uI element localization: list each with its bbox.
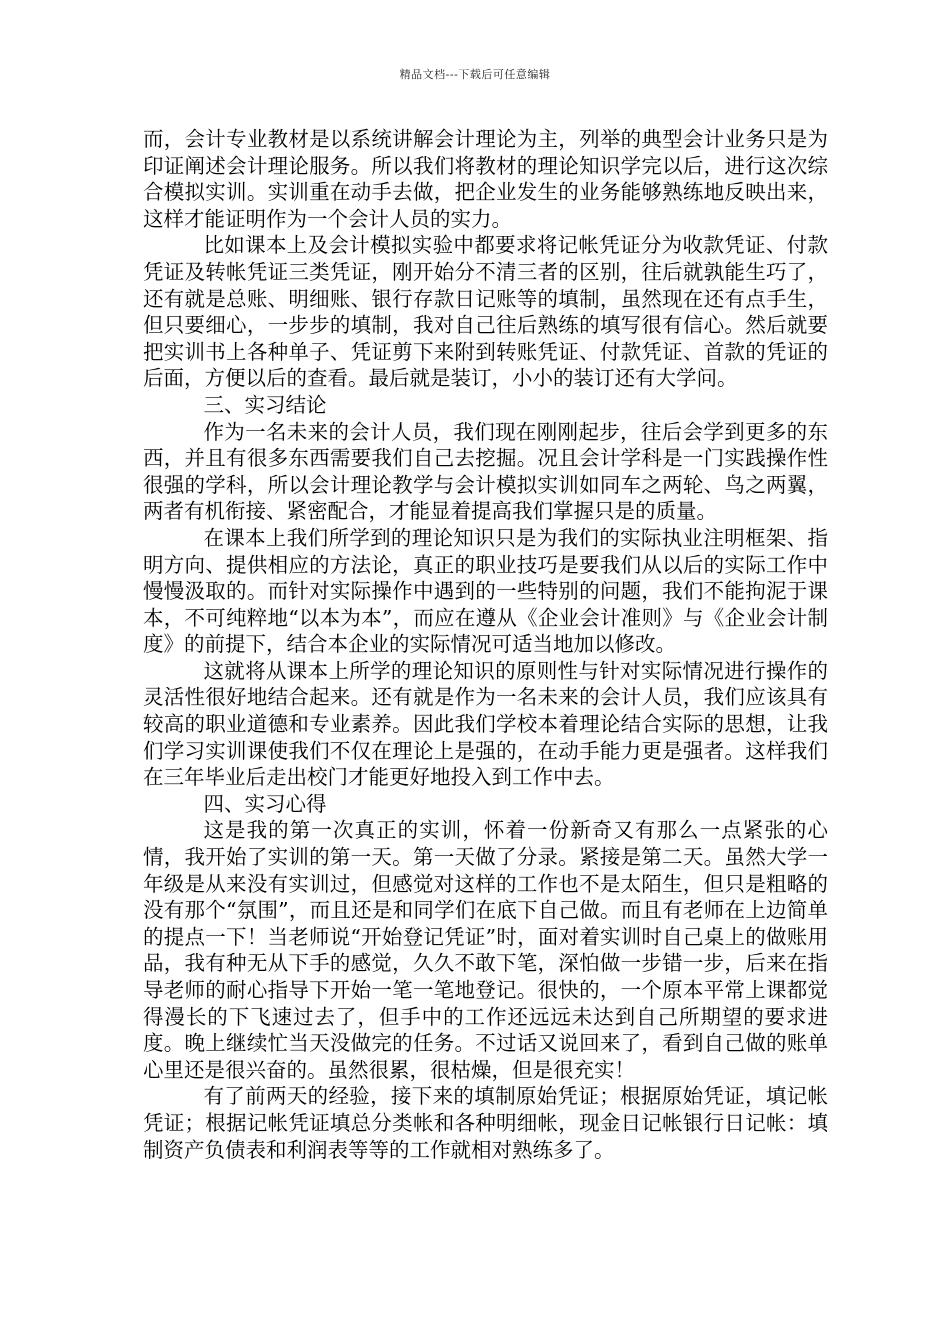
- paragraph: 作为一名未来的会计人员，我们现在刚刚起步，往后会学到更多的东西，并且有很多东西需要我们自己去挖掘。况且会计学科是一门实践操作性很强的学科，所以会计理论教学与会计模拟实训如同车之两轮、鸟之两翼，两者有机衔接、紧密配合，才能显着提高我们掌握只是的质量。: [143, 419, 828, 524]
- paragraph: 而，会计专业教材是以系统讲解会计理论为主，列举的典型会计业务只是为印证阐述会计理论服务。所以我们将教材的理论知识学完以后，进行这次综合模拟实训。实训重在动手去做，把企业发生的业务能够熟练地反映出来，这样才能证明作为一个会计人员的实力。: [143, 127, 828, 231]
- paragraph: 在课本上我们所学到的理论知识只是为我们的实际执业注明框架、指明方向、提供相应的方法论，真正的职业技巧是要我们从以后的实际工作中慢慢汲取的。而针对实际操作中遇到的一些特别的问题，我们不能拘泥于课本，不可纯粹地“以本为本”，而应在遵从《企业会计准则》与《企业会计制度》的前提下，结合本企业的实际情况可适当地加以修改。: [143, 525, 828, 657]
- paragraph: 有了前两天的经验，接下来的填制原始凭证；根据原始凭证，填记帐凭证；根据记帐凭证填总分类帐和各种明细帐，现金日记帐银行日记帐：填制资产负债表和利润表等等的工作就相对熟练多了。: [143, 1084, 828, 1162]
- paragraph: 这就将从课本上所学的理论知识的原则性与针对实际情况进行操作的灵活性很好地结合起来。还有就是作为一名未来的会计人员，我们应该具有较高的职业道德和专业素养。因此我们学校本着理论结合实际的思想，让我们学习实训课使我们不仅在理论上是强的，在动手能力更是强者。这样我们在三年毕业后走出校门才能更好地投入到工作中去。: [143, 658, 828, 790]
- section-heading: 三、实习结论: [203, 392, 327, 417]
- page-header: 精品文档---下载后可任意编辑: [399, 68, 551, 81]
- section-heading: 四、实习心得: [203, 791, 327, 816]
- document-body: [143, 126, 828, 1163]
- paragraph: 这是我的第一次真正的实训，怀着一份新奇又有那么一点紧张的心情，我开始了实训的第一天。第一天做了分录。紧接是第二天。虽然大学一年级是从来没有实训过，但感觉对这样的工作也不是太陌生，但只是粗略的没有那个“氛围”，而且还是和同学们在底下自己做。而且有老师在上边简单的提点一下！当老师说“开始登记凭证”时，面对着实训时自己桌上的做账用品，我有种无从下手的感觉，久久不敢下笔，深怕做一步错一步，后来在指导老师的耐心指导下开始一笔一笔地登记。很快的，一个原本平常上课都觉得漫长的下飞速过去了，但手中的工作还远远未达到自己所期望的要求进度。晚上继续忙当天没做完的任务。不过话又说回来了，看到自己做的账单心里还是很兴奋的。虽然很累，很枯燥，但是很充实！: [143, 818, 828, 1082]
- paragraph: 比如课本上及会计模拟实验中都要求将记帐凭证分为收款凭证、付款凭证及转帐凭证三类凭证，刚开始分不清三者的区别，往后就孰能生巧了，还有就是总账、明细账、银行存款日记账等的填制，虽然现在还有点手生，但只要细心，一步步的填制，我对自己往后熟练的填写很有信心。然后就要把实训书上各种单子、凭证剪下来附到转账凭证、付款凭证、首款的凭证的后面，方便以后的查看。最后就是装订，小小的装订还有大学问。: [143, 233, 828, 391]
